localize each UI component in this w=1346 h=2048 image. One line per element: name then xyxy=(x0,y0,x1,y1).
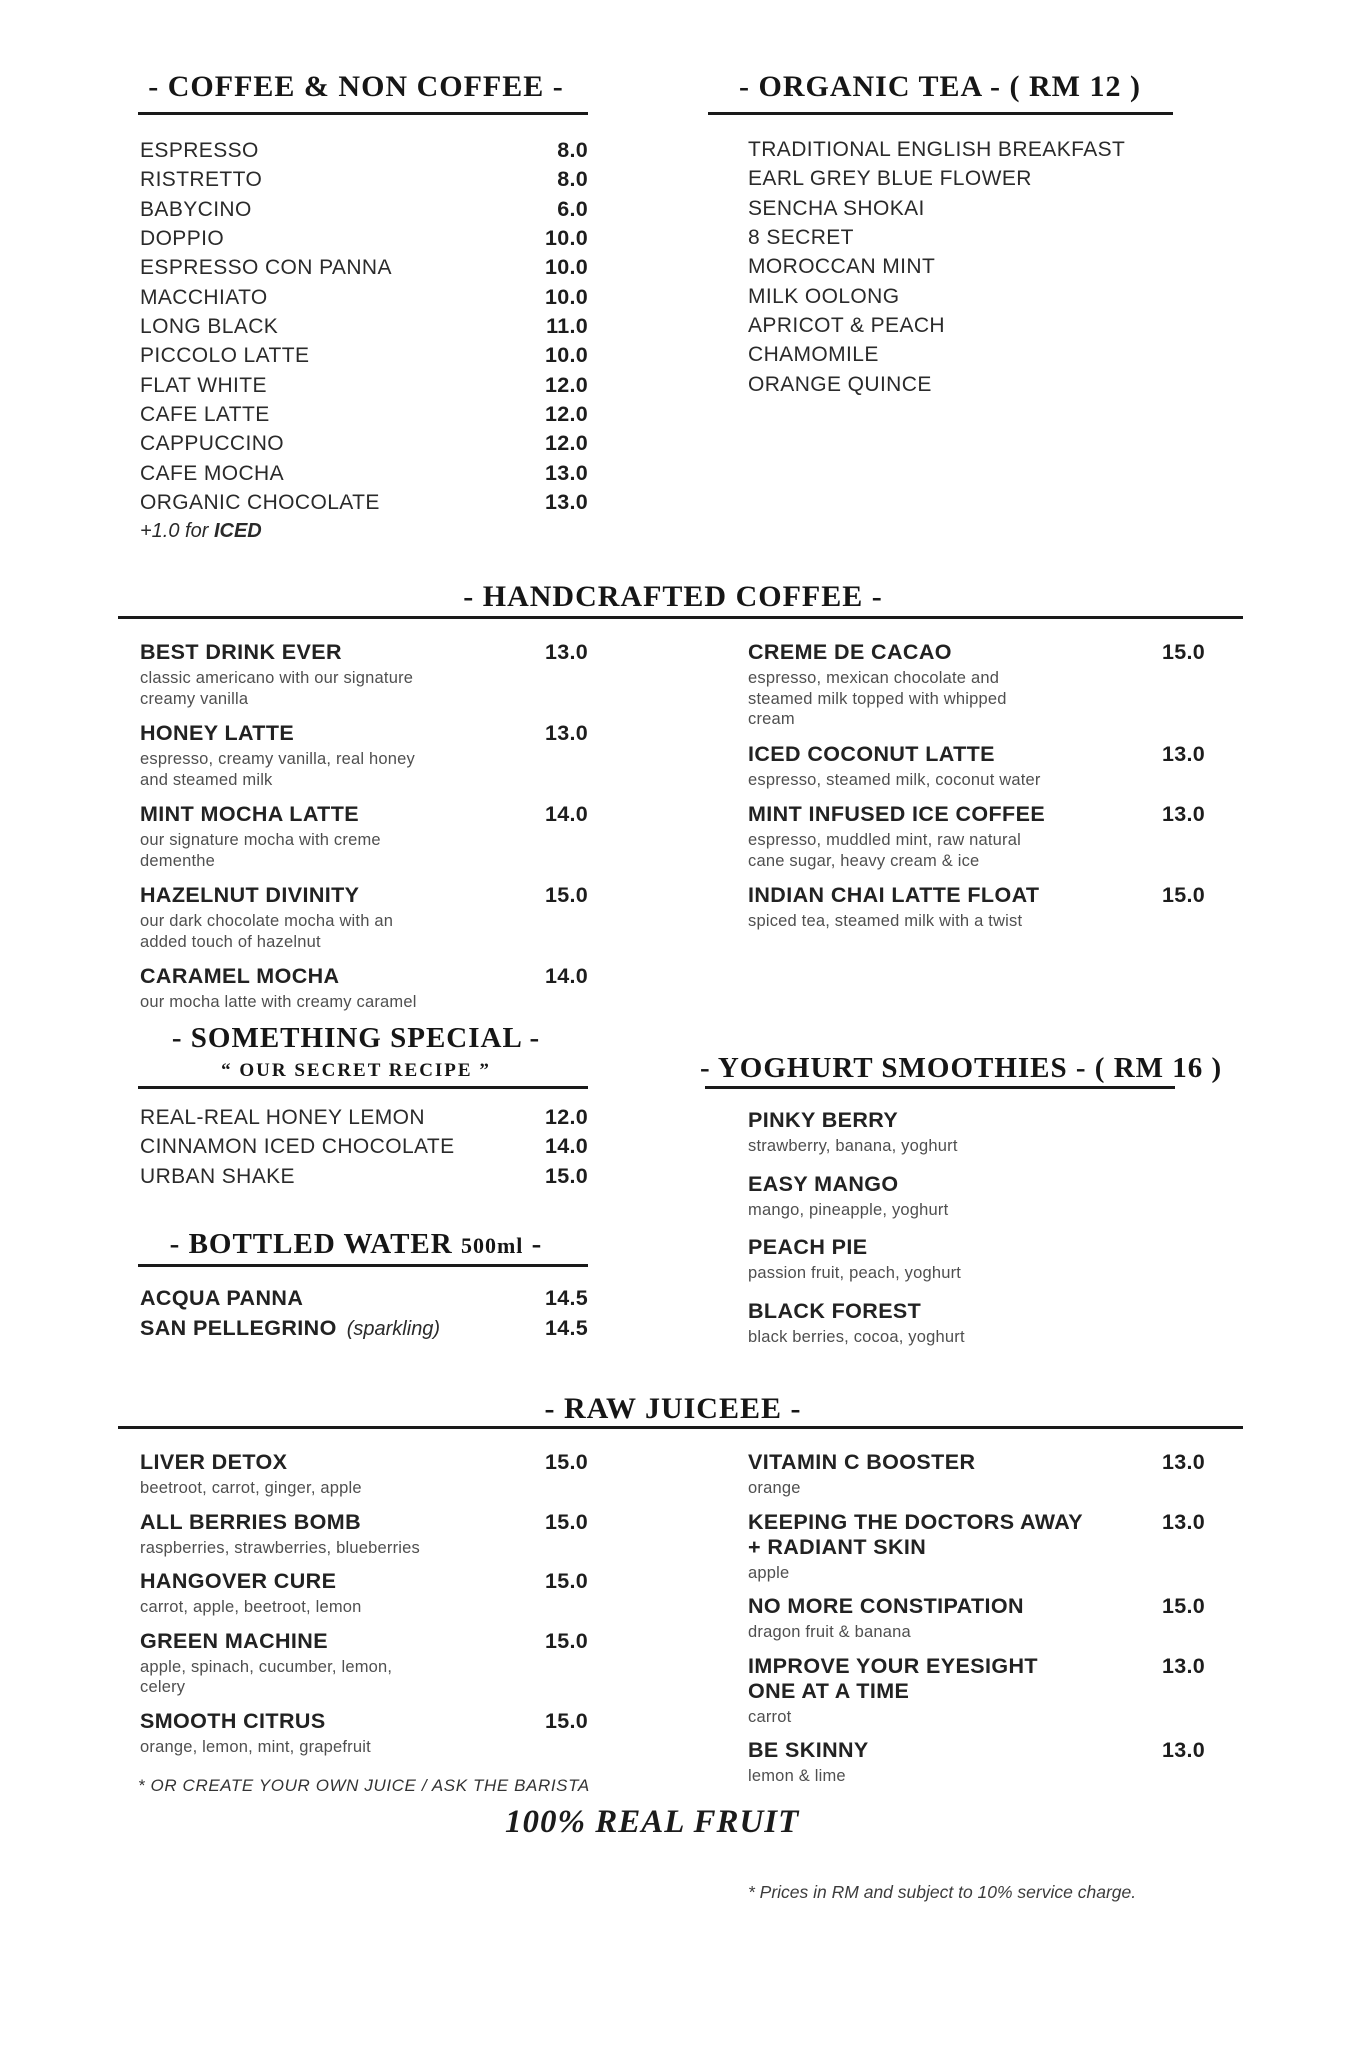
item-description: espresso, muddled mint, raw natural cane sugar, heavy cream & ice xyxy=(748,831,1021,870)
item-name: DOPPIO xyxy=(140,227,225,251)
item-description: apple xyxy=(748,1563,790,1582)
item-name: HAZELNUT DIVINITY xyxy=(140,883,360,907)
menu-item-row xyxy=(140,490,588,519)
item-name: VITAMIN C BOOSTER xyxy=(748,1450,976,1474)
menu-item xyxy=(140,964,588,1013)
item-name: ESPRESSO CON PANNA xyxy=(140,256,392,280)
item-price: 14.5 xyxy=(544,1286,588,1310)
item-name: FLAT WHITE xyxy=(140,373,267,397)
item-name: LONG BLACK xyxy=(140,315,279,339)
section-title: - ORGANIC TEA - ( RM 12 ) xyxy=(739,70,1141,103)
menu-item-row xyxy=(748,167,1178,196)
item-price: 14.5 xyxy=(544,1316,588,1340)
menu-item-row xyxy=(140,226,588,255)
item-name: SMOOTH CITRUS xyxy=(140,1708,326,1733)
item-name: ORGANIC CHOCOLATE xyxy=(140,491,380,515)
item-name: BLACK FOREST xyxy=(748,1298,922,1323)
item-price: 8.0 xyxy=(557,167,588,192)
item-price: 13.0 xyxy=(1161,802,1205,826)
menu-item-row xyxy=(140,431,588,460)
section-title: - YOGHURT SMOOTHIES - ( RM 16 ) xyxy=(700,1052,1223,1084)
item-price: 12.0 xyxy=(544,402,588,427)
item-description: espresso, mexican chocolate and steamed milk topped with whipped cream xyxy=(748,669,1007,728)
item-price: 13.0 xyxy=(1161,1653,1205,1678)
item-price: 13.0 xyxy=(1161,1450,1205,1474)
menu-item-row xyxy=(140,1286,588,1316)
item-name: HANGOVER CURE xyxy=(140,1569,337,1593)
item-name: KEEPING THE DOCTORS AWAY xyxy=(748,1509,1083,1534)
menu-item xyxy=(748,802,1205,871)
section-title: - RAW JUICEEE - xyxy=(544,1392,802,1425)
item-description: espresso, creamy vanilla, real honey and steamed milk xyxy=(140,750,415,789)
menu-item xyxy=(140,802,588,871)
item-price: 14.0 xyxy=(544,1134,588,1159)
item-name: MINT INFUSED ICE COFFEE xyxy=(748,802,1046,826)
item-name: ORANGE QUINCE xyxy=(748,372,932,396)
menu-item-row xyxy=(140,1105,588,1134)
item-description: raspberries, strawberries, blueberries xyxy=(140,1538,420,1557)
item-price: 15.0 xyxy=(544,1708,588,1733)
item-price: 14.0 xyxy=(544,964,588,988)
section-subtitle: “ OUR SECRET RECIPE ” xyxy=(221,1060,491,1081)
item-name: BABYCINO xyxy=(140,197,252,221)
handcrafted-right-column xyxy=(748,640,1205,944)
coffee-item-list xyxy=(140,138,588,519)
menu-item xyxy=(140,640,588,709)
item-price: 10.0 xyxy=(544,226,588,251)
item-description: orange xyxy=(748,1479,801,1497)
item-description: our mocha latte with creamy caramel xyxy=(140,993,417,1011)
item-price: 10.0 xyxy=(544,255,588,280)
water-title-size: 500ml xyxy=(460,1233,524,1258)
iced-note-bold: ICED xyxy=(213,520,262,542)
item-description: espresso, steamed milk, coconut water xyxy=(748,770,1041,789)
item-price: 12.0 xyxy=(544,431,588,456)
item-price: 15.0 xyxy=(544,883,588,907)
menu-item xyxy=(140,1709,588,1758)
item-price: 15.0 xyxy=(544,1450,588,1474)
item-description: spiced tea, steamed milk with a twist xyxy=(748,912,1023,930)
menu-item-row xyxy=(140,1316,588,1346)
menu-item xyxy=(748,1172,1178,1221)
menu-item xyxy=(140,721,588,790)
menu-item xyxy=(140,1629,588,1698)
divider-rule xyxy=(118,616,1243,619)
item-description: our signature mocha with creme dementhe xyxy=(140,831,381,870)
menu-item-row xyxy=(748,255,1178,284)
divider-rule xyxy=(705,1086,1175,1089)
item-description: dragon fruit & banana xyxy=(748,1623,911,1641)
item-price: 13.0 xyxy=(1161,1738,1205,1762)
item-name: CAFE LATTE xyxy=(140,403,270,427)
item-price: 11.0 xyxy=(546,314,588,339)
menu-item-row xyxy=(748,197,1178,226)
item-name: EASY MANGO xyxy=(748,1171,899,1196)
item-name: PINKY BERRY xyxy=(748,1108,899,1132)
item-price: 13.0 xyxy=(1161,1509,1205,1534)
item-name: REAL-REAL HONEY LEMON xyxy=(140,1106,425,1129)
smoothie-item-list xyxy=(748,1108,1178,1362)
menu-item xyxy=(748,1738,1205,1787)
item-price: 8.0 xyxy=(557,138,588,162)
item-price: 15.0 xyxy=(1161,883,1205,907)
item-price: 13.0 xyxy=(544,640,588,664)
item-price: 13.0 xyxy=(544,490,588,515)
item-name: ESPRESSO xyxy=(140,139,259,162)
menu-item-row xyxy=(140,373,588,402)
menu-item xyxy=(748,1450,1205,1499)
item-description: beetroot, carrot, ginger, apple xyxy=(140,1479,362,1497)
item-price: 15.0 xyxy=(544,1628,588,1653)
menu-item-row xyxy=(140,1164,588,1193)
item-name: MINT MOCHA LATTE xyxy=(140,802,359,826)
item-price: 15.0 xyxy=(1161,640,1205,664)
menu-item-row xyxy=(140,255,588,284)
create-your-own-note: * OR CREATE YOUR OWN JUICE / ASK THE BARISTA xyxy=(138,1776,590,1795)
menu-item xyxy=(748,1594,1205,1643)
item-description: classic americano with our signature creamy vanilla xyxy=(140,669,414,708)
menu-item-row xyxy=(140,167,588,196)
item-description: carrot, apple, beetroot, lemon xyxy=(140,1598,362,1616)
item-price: 13.0 xyxy=(544,460,588,485)
item-name: URBAN SHAKE xyxy=(140,1164,295,1188)
item-name: CREME DE CACAO xyxy=(748,640,952,664)
special-item-list xyxy=(140,1105,588,1193)
item-description: black berries, cocoa, yoghurt xyxy=(748,1327,965,1346)
item-name-line2: ONE AT A TIME xyxy=(748,1678,910,1703)
menu-item-row xyxy=(140,402,588,431)
item-price: 10.0 xyxy=(544,343,588,368)
menu-item-row xyxy=(140,343,588,372)
item-name: SAN PELLEGRINO xyxy=(140,1316,337,1340)
handcrafted-left-column xyxy=(140,640,588,1025)
service-charge-note: * Prices in RM and subject to 10% service charge. xyxy=(748,1882,1137,1902)
menu-item xyxy=(748,1654,1205,1728)
section-title: - HANDCRAFTED COFFEE - xyxy=(463,580,883,613)
menu-item xyxy=(140,1569,588,1618)
item-name-line2: + RADIANT SKIN xyxy=(748,1534,927,1559)
menu-item xyxy=(748,640,1205,730)
section-title: - SOMETHING SPECIAL - xyxy=(171,1022,541,1054)
menu-item-row xyxy=(748,226,1178,255)
menu-item-row xyxy=(140,314,588,343)
item-name: IMPROVE YOUR EYESIGHT xyxy=(748,1653,1038,1678)
menu-item-row xyxy=(140,138,588,167)
item-note: (sparkling) xyxy=(346,1318,441,1340)
item-name: TRADITIONAL ENGLISH BREAKFAST xyxy=(748,138,1126,161)
menu-item xyxy=(140,1450,588,1499)
item-name: CAFE MOCHA xyxy=(140,461,285,485)
item-name: SENCHA SHOKAI xyxy=(748,196,925,220)
menu-item-row xyxy=(748,343,1178,372)
item-price: 12.0 xyxy=(544,372,588,397)
divider-rule xyxy=(138,112,588,115)
item-description: mango, pineapple, yoghurt xyxy=(748,1200,949,1219)
iced-surcharge-note xyxy=(140,520,262,543)
item-name: PEACH PIE xyxy=(748,1235,868,1259)
item-name: GREEN MACHINE xyxy=(140,1628,328,1653)
item-price: 12.0 xyxy=(544,1105,588,1129)
item-name: BEST DRINK EVER xyxy=(140,640,342,664)
section-title: - COFFEE & NON COFFEE - xyxy=(148,70,564,103)
item-price: 10.0 xyxy=(544,284,588,309)
menu-item-row xyxy=(140,461,588,490)
tea-item-list xyxy=(748,138,1178,402)
item-name: BE SKINNY xyxy=(748,1738,869,1762)
item-name: LIVER DETOX xyxy=(140,1450,288,1474)
water-item-list xyxy=(140,1286,588,1346)
menu-item xyxy=(748,1510,1205,1584)
item-description: apple, spinach, cucumber, lemon, celery xyxy=(140,1657,393,1696)
item-description: strawberry, banana, yoghurt xyxy=(748,1137,958,1155)
item-name: RISTRETTO xyxy=(140,168,263,192)
tagline-real-fruit: 100% REAL FRUIT xyxy=(505,1804,800,1840)
water-title-end: - xyxy=(523,1228,543,1260)
menu-item xyxy=(748,1235,1178,1284)
item-name: CARAMEL MOCHA xyxy=(140,964,340,988)
item-name: HONEY LATTE xyxy=(140,721,295,745)
section-title xyxy=(122,1228,590,1261)
item-description: carrot xyxy=(748,1707,792,1726)
menu-item-row xyxy=(140,197,588,226)
divider-rule xyxy=(138,1264,588,1267)
item-price: 15.0 xyxy=(544,1569,588,1593)
item-name: EARL GREY BLUE FLOWER xyxy=(748,167,1032,191)
item-price: 13.0 xyxy=(1161,741,1205,766)
item-name: ICED COCONUT LATTE xyxy=(748,741,995,766)
menu-item-row xyxy=(748,138,1178,167)
divider-rule xyxy=(118,1426,1243,1429)
item-price: 14.0 xyxy=(544,802,588,826)
item-name: CAPPUCCINO xyxy=(140,432,285,456)
divider-rule xyxy=(138,1086,588,1089)
item-price: 15.0 xyxy=(1161,1594,1205,1618)
item-description: passion fruit, peach, yoghurt xyxy=(748,1264,962,1282)
juice-right-column xyxy=(748,1450,1205,1798)
item-price: 13.0 xyxy=(544,721,588,745)
menu-item xyxy=(748,1108,1178,1157)
divider-rule xyxy=(708,112,1173,115)
menu-item xyxy=(748,1299,1178,1348)
item-name: CHAMOMILE xyxy=(748,343,879,367)
menu-item xyxy=(140,883,588,952)
menu-item-row xyxy=(140,285,588,314)
item-name: ACQUA PANNA xyxy=(140,1286,304,1310)
item-name: PICCOLO LATTE xyxy=(140,344,310,368)
menu-item xyxy=(748,883,1205,932)
item-description: our dark chocolate mocha with an added touch of hazelnut xyxy=(140,912,394,951)
iced-note-prefix: +1.0 for xyxy=(140,520,214,542)
menu-item-row xyxy=(748,373,1178,402)
item-description: orange, lemon, mint, grapefruit xyxy=(140,1737,371,1756)
item-description: lemon & lime xyxy=(748,1767,846,1785)
menu-item-row xyxy=(140,1134,588,1163)
water-title-main: - BOTTLED WATER xyxy=(169,1228,461,1260)
item-name: MACCHIATO xyxy=(140,285,268,309)
menu-item-row xyxy=(748,285,1178,314)
menu-item xyxy=(748,742,1205,791)
item-name: APRICOT & PEACH xyxy=(748,314,945,338)
item-name: ALL BERRIES BOMB xyxy=(140,1509,362,1534)
menu-item xyxy=(140,1510,588,1559)
item-name: CINNAMON ICED CHOCOLATE xyxy=(140,1135,455,1159)
menu-item-row xyxy=(748,314,1178,343)
item-price: 15.0 xyxy=(544,1509,588,1534)
item-name: MILK OOLONG xyxy=(748,284,900,308)
item-name: MOROCCAN MINT xyxy=(748,255,936,279)
item-name: INDIAN CHAI LATTE FLOAT xyxy=(748,883,1040,907)
item-price: 15.0 xyxy=(544,1163,588,1188)
juice-left-column xyxy=(140,1450,588,1768)
item-name: NO MORE CONSTIPATION xyxy=(748,1594,1024,1618)
item-price: 6.0 xyxy=(557,196,588,221)
item-name: 8 SECRET xyxy=(748,226,854,250)
